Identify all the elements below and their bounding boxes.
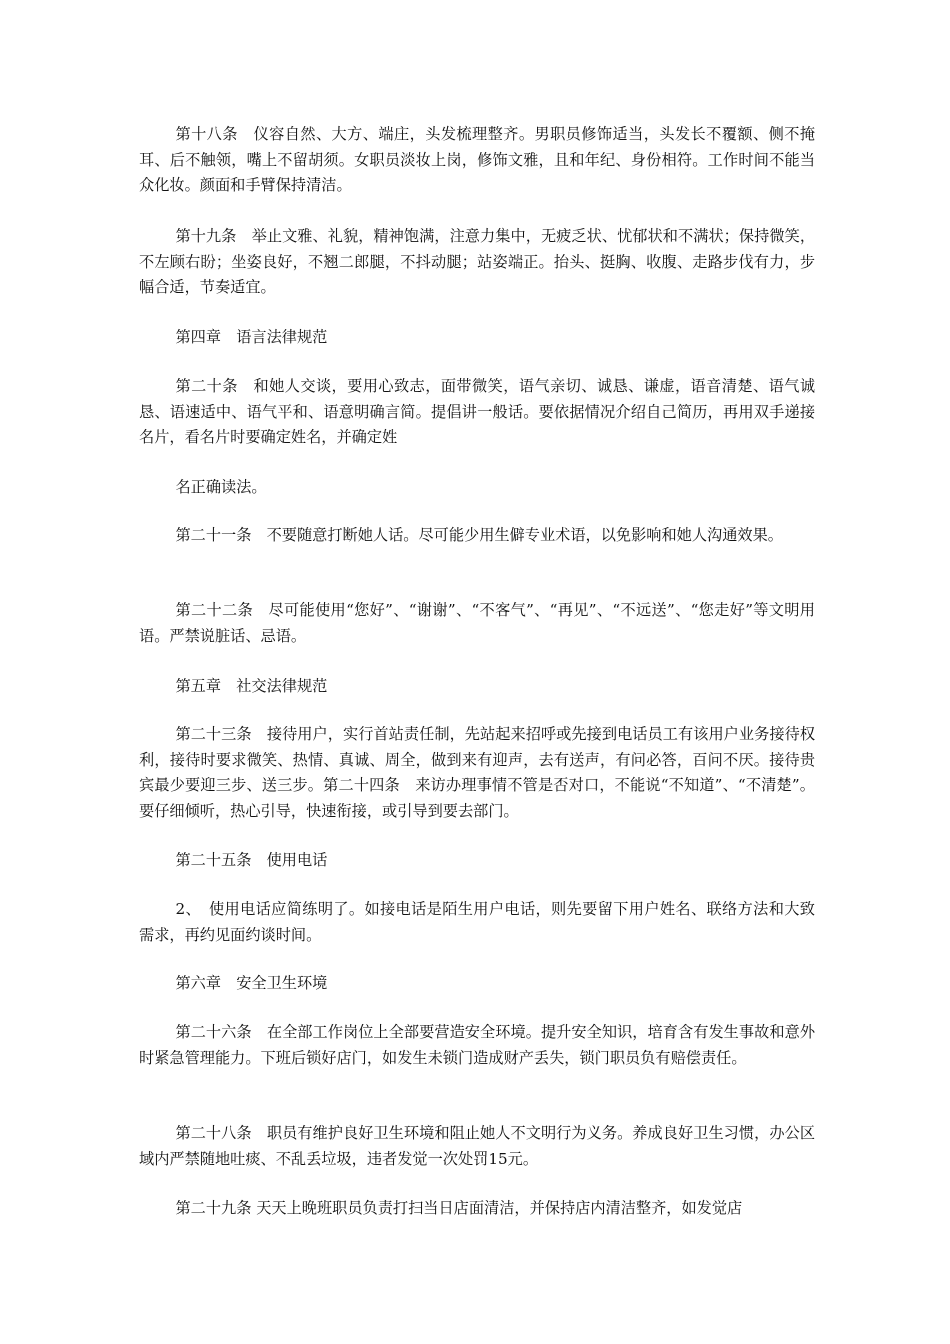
article-28: 第二十八条 职员有维护良好卫生环境和阻止她人不文明行为义务。养成良好卫生习惯，办公区域内严禁随地吐痰、不乱丢垃圾，违者发觉一次处罚15元。 <box>139 1124 815 1168</box>
article-29: 第二十九条 天天上晚班职员负责打扫当日店面清洁，并保持店内清洁整齐，如发觉店 <box>175 1199 743 1217</box>
article-20-continued: 名正确读法。 <box>175 478 267 496</box>
document-page <box>139 0 815 1344</box>
article-25-item-2: 2、 使用电话应简练明了。如接电话是陌生用户电话，则先要留下用户姓名、联络方法和大致需求，再约见面约谈时间。 <box>139 900 815 944</box>
article-23-24: 第二十三条 接待用户，实行首站责任制，先站起来招呼或先接到电话员工有该用户业务接待权利，接待时要求微笑、热情、真诚、周全，做到来有迎声，去有送声，有问必答，百问不厌。接待贵宾最少要迎三步、送三步。第二十四条 来访办理事情不管是否对口，不能说“不知道”、“不清楚”。要仔细倾听，热心引导，快速衔接，或引导到要去部门。 <box>139 725 815 820</box>
article-22: 第二十二条 尽可能使用“您好”、“谢谢”、“不客气”、“再见”、“不远送”、“您走好”等文明用语。严禁说脏话、忌语。 <box>139 601 815 645</box>
article-19: 第十九条 举止文雅、礼貌，精神饱满，注意力集中，无疲乏状、忧郁状和不满状；保持微笑，不左顾右盼；坐姿良好，不翘二郎腿，不抖动腿；站姿端正。抬头、挺胸、收腹、走路步伐有力，步幅合适，节奏适宜。 <box>139 227 815 296</box>
article-20: 第二十条 和她人交谈，要用心致志，面带微笑，语气亲切、诚恳、谦虚，语音清楚、语气诚恳、语速适中、语气平和、语意明确言简。提倡讲一般话。要依据情况介绍自己简历，再用双手递接名片，看名片时要确定姓名，并确定姓 <box>139 377 815 446</box>
article-26: 第二十六条 在全部工作岗位上全部要营造安全环境。提升安全知识，培育含有发生事故和意外时紧急管理能力。下班后锁好店门，如发生未锁门造成财产丢失，锁门职员负有赔偿责任。 <box>139 1023 815 1067</box>
chapter-5-heading: 第五章 社交法律规范 <box>175 677 328 695</box>
article-18: 第十八条 仪容自然、大方、端庄，头发梳理整齐。男职员修饰适当，头发长不覆额、侧不掩耳、后不触领，嘴上不留胡须。女职员淡妆上岗，修饰文雅，且和年纪、身份相符。工作时间不能当众化妆。颜面和手臂保持清洁。 <box>139 125 815 194</box>
article-21: 第二十一条 不要随意打断她人话。尽可能少用生僻专业术语，以免影响和她人沟通效果。 <box>175 526 783 544</box>
chapter-6-heading: 第六章 安全卫生环境 <box>175 974 328 992</box>
article-25: 第二十五条 使用电话 <box>175 851 328 869</box>
chapter-4-heading: 第四章 语言法律规范 <box>175 328 328 346</box>
